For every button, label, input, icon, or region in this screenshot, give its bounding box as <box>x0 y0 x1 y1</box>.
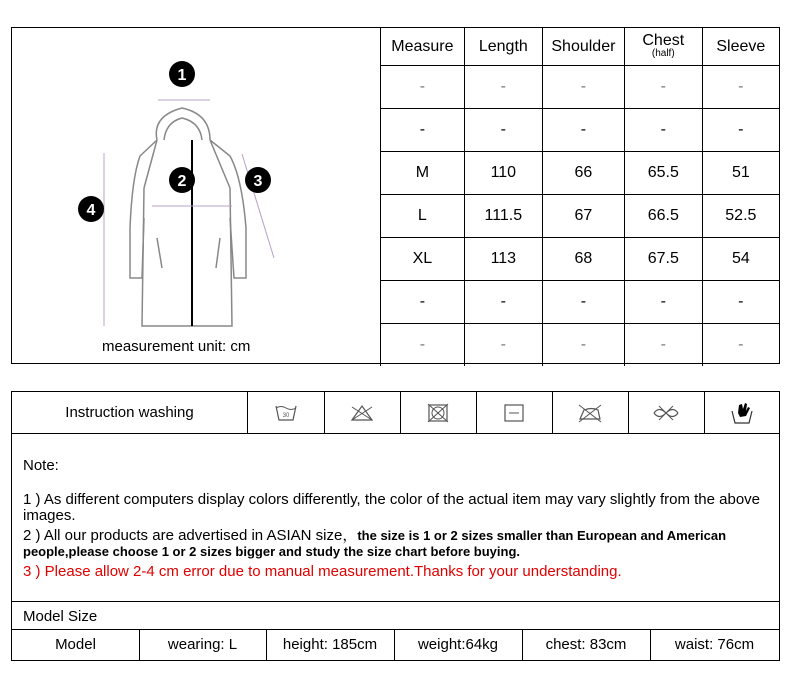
no-tumble-dry-icon <box>400 392 477 433</box>
table-cell: - <box>542 66 624 109</box>
table-row <box>381 195 780 238</box>
model-size-header <box>11 601 780 630</box>
table-row <box>381 324 780 367</box>
header-measure: Measure <box>381 28 465 66</box>
model-size-title: Model Size <box>23 608 98 625</box>
header-length: Length <box>464 28 542 66</box>
table-cell: - <box>464 281 542 324</box>
table-cell: 111.5 <box>464 195 542 238</box>
table-cell: - <box>464 324 542 367</box>
svg-text:2: 2 <box>177 173 187 190</box>
no-bleach-icon <box>324 392 401 433</box>
table-row <box>381 109 780 152</box>
coat-diagram <box>12 28 381 363</box>
table-cell: - <box>381 109 465 152</box>
table-cell: - <box>381 66 465 109</box>
table-cell: 52.5 <box>702 195 779 238</box>
table-cell: - <box>624 109 702 152</box>
model-chest: chest: 83cm <box>522 630 651 660</box>
table-cell: - <box>702 281 779 324</box>
table-cell: M <box>381 152 465 195</box>
table-cell: 68 <box>542 238 624 281</box>
table-cell: - <box>381 281 465 324</box>
note-2-detail: the size is 1 or 2 sizes smaller than European and American people,please choose 1 or 2 sizes bigger and study the size chart before buying. <box>23 528 727 559</box>
table-cell: 66 <box>542 152 624 195</box>
hand-wash-icon <box>704 392 779 433</box>
flat-dry-icon <box>476 392 553 433</box>
note-3: 3 ) Please allow 2-4 cm error due to manual measurement.Thanks for your understanding. <box>23 563 622 580</box>
header-chest-sub: (half) <box>651 47 675 59</box>
table-cell: - <box>624 66 702 109</box>
model-height: height: 185cm <box>266 630 395 660</box>
model-weight: weight:64kg <box>394 630 523 660</box>
table-cell: - <box>381 324 465 367</box>
model-label: Model <box>12 630 140 660</box>
table-cell: XL <box>381 238 465 281</box>
table-row <box>381 238 780 281</box>
table-cell: 67 <box>542 195 624 238</box>
table-cell: - <box>542 109 624 152</box>
svg-text:4: 4 <box>86 202 96 219</box>
svg-text:1: 1 <box>177 67 187 84</box>
table-row <box>381 281 780 324</box>
table-cell: - <box>464 109 542 152</box>
model-waist: waist: 76cm <box>674 636 755 653</box>
table-row <box>381 152 780 195</box>
notes-title: Note: <box>23 457 59 474</box>
size-table <box>380 28 779 366</box>
table-cell: - <box>624 281 702 324</box>
table-cell: 66.5 <box>624 195 702 238</box>
table-cell: 51 <box>702 152 779 195</box>
svg-text:30: 30 <box>282 412 290 419</box>
table-cell: 67.5 <box>624 238 702 281</box>
header-chest <box>624 28 702 66</box>
table-cell: 110 <box>464 152 542 195</box>
table-cell: - <box>542 281 624 324</box>
table-cell: - <box>702 324 779 367</box>
hand-wash-30-icon <box>248 392 325 433</box>
model-size-row <box>11 629 780 661</box>
table-cell: - <box>624 324 702 367</box>
notes-section <box>11 433 780 602</box>
table-row <box>381 66 780 109</box>
header-shoulder: Shoulder <box>542 28 624 66</box>
table-cell: - <box>702 66 779 109</box>
header-sleeve: Sleeve <box>702 28 779 66</box>
svg-text:3: 3 <box>253 173 263 190</box>
size-chart <box>11 27 780 364</box>
table-header-row <box>381 28 780 66</box>
note-2 <box>23 528 773 560</box>
measure-markers <box>12 28 380 328</box>
model-wearing: wearing: L <box>139 630 267 660</box>
note-1: 1 ) As different computers display colors differently, the color of the actual item may vary slightly from the above images. <box>23 491 761 524</box>
table-cell: 113 <box>464 238 542 281</box>
table-cell: 65.5 <box>624 152 702 195</box>
no-iron-icon <box>552 392 629 433</box>
table-cell: L <box>381 195 465 238</box>
table-cell: - <box>702 109 779 152</box>
washing-label: Instruction washing <box>12 392 248 433</box>
measurement-unit: measurement unit: cm <box>102 338 251 355</box>
washing-instructions <box>11 391 780 434</box>
note-2-main: 2 ) All our products are advertised in ASIAN size， <box>23 527 358 544</box>
table-cell: 54 <box>702 238 779 281</box>
table-cell: - <box>542 324 624 367</box>
table-cell: - <box>464 66 542 109</box>
header-chest-label: Chest <box>642 31 685 49</box>
no-dry-clean-icon <box>628 392 705 433</box>
